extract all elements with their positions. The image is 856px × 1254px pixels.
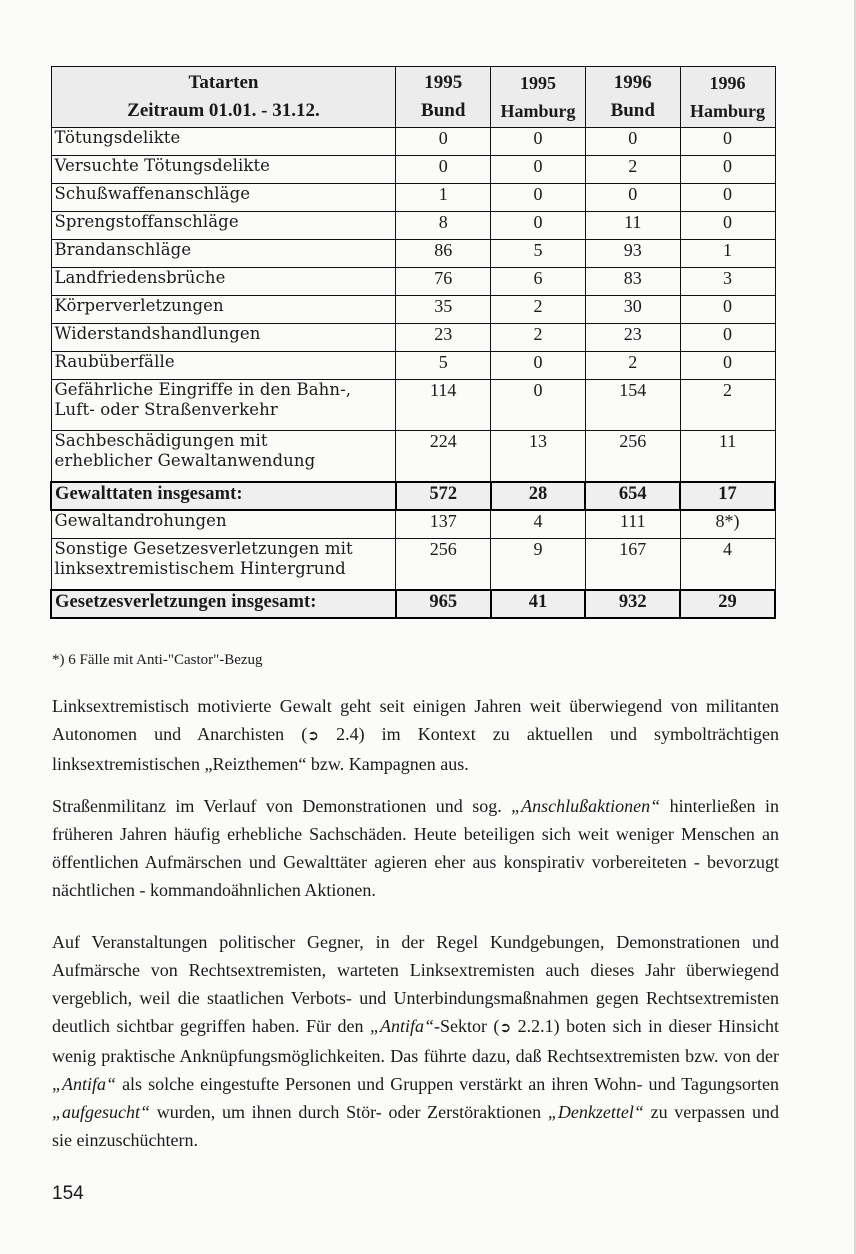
table-row (51, 156, 775, 184)
statistics-table (50, 66, 776, 619)
table-row (51, 510, 775, 539)
value-cell: 137 (396, 510, 491, 539)
total-cell: 28 (491, 482, 586, 510)
total-all-row (51, 590, 775, 618)
value-cell: 0 (680, 324, 775, 352)
value-cell: 3 (680, 268, 775, 296)
value-cell: 5 (396, 352, 491, 380)
value-cell: 0 (491, 156, 586, 184)
header-col-1995-bund: 1995 Bund (396, 67, 491, 128)
emphasis-term: „Denkzettel“ (547, 1102, 644, 1122)
total-all-label: Gesetzesverletzungen insgesamt: (51, 590, 396, 618)
offense-label: Widerstandshandlungen (51, 324, 396, 352)
value-cell: 114 (396, 380, 491, 431)
value-cell: 0 (585, 128, 680, 156)
total-cell: 17 (680, 482, 775, 510)
value-cell: 0 (680, 156, 775, 184)
value-cell: 0 (491, 380, 586, 431)
value-cell: 11 (585, 212, 680, 240)
offense-label: Sachbeschädigungen mit erheblicher Gewaltanwendung (51, 431, 396, 483)
total-cell: 41 (491, 590, 586, 618)
value-cell: 2 (491, 296, 586, 324)
value-cell: 0 (491, 352, 586, 380)
value-cell: 256 (396, 539, 491, 591)
offense-label: Körperverletzungen (51, 296, 396, 324)
paragraph-1: Linksextremistisch motivierte Gewalt geht seit einigen Jahren weit überwiegend von militanten Autonomen und Anarchisten (➲ 2.4) im Kontext zu aktuellen und symbolträchtigen linksextremistischen „Reizthemen“ bzw. Kampagnen aus. (52, 696, 780, 774)
arrow-reference-icon: ➲ (307, 728, 319, 744)
value-cell: 2 (585, 156, 680, 184)
offense-label: Tötungsdelikte (51, 128, 396, 156)
value-cell: 2 (491, 324, 586, 352)
offense-label: Sprengstoffanschläge (51, 212, 396, 240)
value-cell: 30 (585, 296, 680, 324)
table-row (51, 324, 775, 352)
value-cell: 4 (680, 539, 775, 591)
arrow-reference-icon: ➲ (499, 1020, 512, 1036)
total-cell: 965 (396, 590, 491, 618)
value-cell: 8 (396, 212, 491, 240)
value-cell: 35 (396, 296, 491, 324)
header-offense-type (51, 67, 396, 128)
value-cell: 2 (680, 380, 775, 431)
table-row (51, 352, 775, 380)
offense-label: Gefährliche Eingriffe in den Bahn-, Luft- oder Straßenverkehr (51, 380, 396, 431)
value-cell: 0 (396, 156, 491, 184)
value-cell: 0 (491, 212, 586, 240)
value-cell: 2 (585, 352, 680, 380)
cross-reference: 2.4 (336, 724, 359, 744)
value-cell: 0 (680, 184, 775, 212)
offense-label: Gewaltandrohungen (51, 510, 396, 539)
value-cell: 0 (396, 128, 491, 156)
emphasis-term: „Antifa“ (52, 1074, 117, 1094)
value-cell: 1 (396, 184, 491, 212)
table-row (51, 268, 775, 296)
value-cell: 11 (680, 431, 775, 483)
value-cell: 5 (491, 240, 586, 268)
paragraph-2: Straßenmilitanz im Verlauf von Demonstrationen und sog. „Anschlußaktionen“ hinterließen in früheren Jahren häufig erhebliche Sachschäden. Heute beteiligen sich weit weniger Menschen an öffentlichen Aufmärschen und Gewalttäter agieren eher aus konspirativ vorbereiteten - bevorzugt nächtlichen - kommandoähnlichen Aktionen. (52, 796, 779, 900)
offense-label: Landfriedensbrüche (51, 268, 396, 296)
total-violence-label: Gewalttaten insgesamt: (51, 482, 396, 510)
value-cell: 0 (491, 184, 586, 212)
value-cell: 9 (491, 539, 586, 591)
value-cell: 0 (680, 296, 775, 324)
offense-label: Sonstige Gesetzesverletzungen mit linksextremistischem Hintergrund (51, 539, 396, 591)
page-number: 154 (52, 1183, 84, 1204)
total-violence-row (51, 482, 775, 510)
total-cell: 932 (585, 590, 680, 618)
offense-label: Versuchte Tötungsdelikte (51, 156, 396, 184)
value-cell: 167 (585, 539, 680, 591)
table-footnote: *) 6 Fälle mit Anti-"Castor"-Bezug (52, 652, 263, 668)
header-col-1996-bund: 1996 Bund (585, 67, 680, 128)
table-row (51, 380, 775, 431)
value-cell: 4 (491, 510, 586, 539)
emphasis-term: „Anschlußaktionen“ (511, 796, 661, 816)
value-cell: 111 (585, 510, 680, 539)
table-header-row (51, 67, 775, 128)
value-cell: 23 (396, 324, 491, 352)
value-cell: 0 (680, 212, 775, 240)
offense-label: Brandanschläge (51, 240, 396, 268)
value-cell: 154 (585, 380, 680, 431)
total-cell: 29 (680, 590, 775, 618)
value-cell: 0 (491, 128, 586, 156)
table-row (51, 431, 775, 483)
offense-label: Schußwaffenanschläge (51, 184, 396, 212)
header-col-1996-hamburg: 1996 Hamburg (680, 67, 775, 128)
value-cell: 86 (396, 240, 491, 268)
emphasis-term: „aufgesucht“ (52, 1102, 151, 1122)
value-cell: 23 (585, 324, 680, 352)
header-period: Zeitraum 01.01. - 31.12. (127, 100, 320, 121)
table-row (51, 240, 775, 268)
emphasis-term: „Antifa“ (369, 1016, 434, 1036)
value-cell: 0 (680, 128, 775, 156)
total-cell: 654 (585, 482, 680, 510)
value-cell: 76 (396, 268, 491, 296)
value-cell: 6 (491, 268, 586, 296)
table-row (51, 296, 775, 324)
paragraph-3: Auf Veranstaltungen politischer Gegner, in der Regel Kundgebungen, Demonstrationen und Aufmärsche von Rechtsextremisten, warteten Linksextremisten auch dieses Jahr überwiegend vergeblich, weil die staatlichen Verbots- und Unterbindungsmaßnahmen gegen Rechtsextremisten deutlich sichtbar gegriffen haben. Für den „Antifa“-Sektor (➲ 2.2.1) boten sich in dieser Hinsicht wenig praktische Anknüpfungsmöglichkeiten. Das führte dazu, daß Rechtsextremisten bzw. von der „Antifa“ als solche eingestufte Personen und Gruppen verstärkt an ihren Wohn- und Tagungsorten „aufgesucht“ wurden, um ihnen durch Stör- oder Zerstöraktionen „Denkzettel“ zu verpassen und sie einzuschüchtern. (52, 932, 779, 1150)
value-cell: 93 (585, 240, 680, 268)
value-cell: 1 (680, 240, 775, 268)
value-cell: 0 (585, 184, 680, 212)
table-row (51, 184, 775, 212)
header-title: Tatarten (188, 72, 259, 93)
value-cell: 0 (680, 352, 775, 380)
table-row (51, 212, 775, 240)
total-cell: 572 (396, 482, 491, 510)
header-col-1995-hamburg: 1995 Hamburg (491, 67, 586, 128)
value-cell: 83 (585, 268, 680, 296)
value-cell: 256 (585, 431, 680, 483)
value-cell: 13 (491, 431, 586, 483)
cross-reference: 2.2.1 (517, 1016, 554, 1036)
value-cell: 8*) (680, 510, 775, 539)
offense-label: Raubüberfälle (51, 352, 396, 380)
value-cell: 224 (396, 431, 491, 483)
table-row (51, 128, 775, 156)
table-row (51, 539, 775, 591)
